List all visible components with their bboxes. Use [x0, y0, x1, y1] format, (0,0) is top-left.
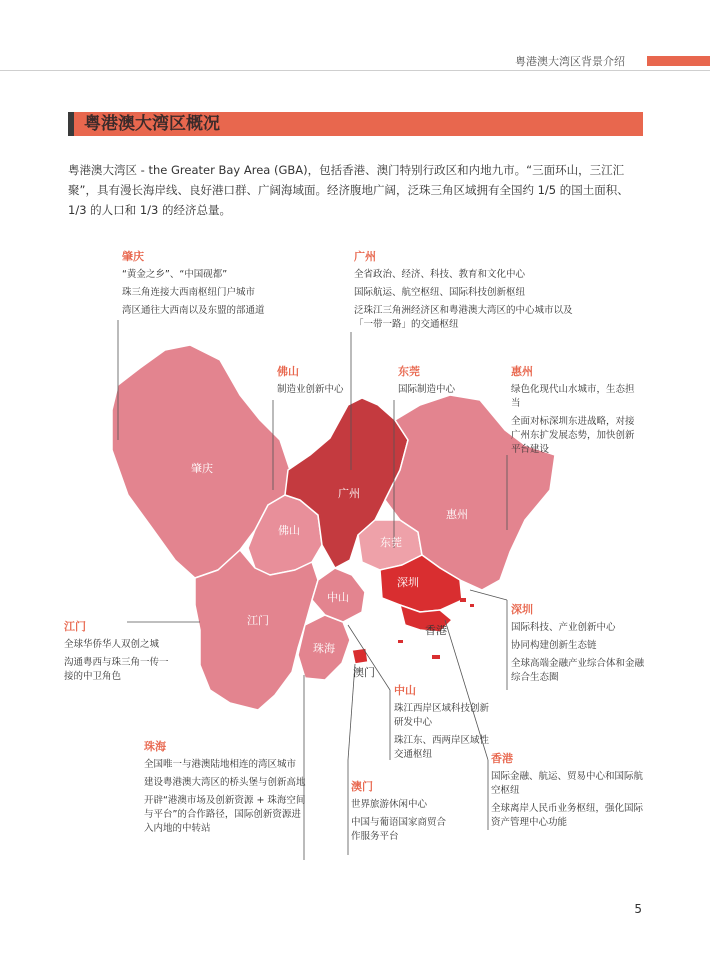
annotation-shenzhen [511, 603, 651, 689]
annotation-zhaoqing [122, 250, 322, 322]
annotation-line: 湾区通往大西南以及东盟的部通道 [122, 305, 265, 316]
map-label-zhongshan: 中山 [327, 591, 349, 604]
annotation-dongguan [398, 365, 498, 401]
annotation-jiangmen [64, 620, 172, 688]
annotation-line: 国际航运、航空枢纽、国际科技创新枢纽 [354, 287, 526, 298]
annotation-line: 珠三角连接大西南枢纽门户城市 [122, 287, 256, 298]
page-number: 5 [634, 902, 642, 916]
map-label-hongkong: 香港 [425, 624, 447, 637]
map-label-shenzhen: 深圳 [397, 576, 419, 589]
map-label-foshan: 佛山 [278, 524, 300, 537]
annotation-line: 国际金融、航运、贸易中心和国际航空枢纽 [491, 771, 644, 796]
annotation-city: 江门 [64, 620, 86, 633]
region-macau [352, 648, 368, 664]
annotation-line: 国际制造中心 [398, 384, 456, 395]
annotation-line: 全球高端金融产业综合体和金融综合生态圈 [511, 658, 645, 683]
annotation-line: 全省政治、经济、科技、教育和文化中心 [354, 269, 526, 280]
annotation-line: 全面对标深圳东进战略，对接广州东扩发展态势，加快创新平台建设 [511, 416, 635, 455]
annotation-city: 惠州 [511, 365, 533, 378]
annotation-city: 中山 [394, 684, 416, 697]
annotation-city: 深圳 [511, 603, 533, 616]
annotation-line: 全国唯一与港澳陆地相连的湾区城市 [144, 759, 297, 770]
annotation-city: 肇庆 [122, 250, 144, 263]
annotation-zhuhai [144, 740, 306, 840]
annotation-line: 珠江东、西两岸区域性交通枢纽 [394, 735, 490, 760]
annotation-line: 泛珠江三角洲经济区和粤港澳大湾区的中心城市以及「一带一路」的交通枢纽 [354, 305, 573, 330]
annotation-line: 绿色化现代山水城市，生态担当 [511, 384, 635, 409]
page-title: 粤港澳大湾区概况 [84, 114, 220, 134]
annotation-line: 中国与葡语国家商贸合作服务平台 [351, 817, 447, 842]
section-title: 粤港澳大湾区背景介绍 [515, 55, 625, 68]
map-label-guangzhou: 广州 [338, 487, 360, 500]
annotation-line: 协同构建创新生态链 [511, 640, 597, 651]
annotation-city: 澳门 [351, 780, 373, 793]
region-jiangmen [195, 550, 318, 710]
annotation-city: 佛山 [277, 365, 299, 378]
annotation-city: 广州 [354, 250, 376, 263]
annotation-city: 香港 [491, 752, 513, 765]
map-label-dongguan: 东莞 [380, 536, 402, 549]
annotation-line: 世界旅游休闲中心 [351, 799, 428, 810]
annotation-line: 珠江西岸区域科技创新研发中心 [394, 703, 490, 728]
map-label-huizhou: 惠州 [446, 508, 468, 521]
annotation-line: 建设粤港澳大湾区的桥头堡与创新高地 [144, 777, 306, 788]
annotation-huizhou [511, 365, 639, 461]
annotation-line: 国际科技、产业创新中心 [511, 622, 616, 633]
annotation-line: “黄金之乡”、“中国砚都” [122, 269, 228, 280]
annotation-hongkong [491, 752, 649, 834]
intro-paragraph: 粤港澳大湾区 - the Greater Bay Area (GBA)，包括香港、澳门特别行政区和内地九市。“三面环山，三江汇聚”，具有漫长海岸线、良好港口群、广阔海域面。经济腹地广阔，泛珠三角区域拥有全国约 1/5 的国土面积、1/3 的人口和 1/3 的经济总量。 [68, 163, 629, 217]
annotation-zhongshan [394, 684, 489, 766]
annotation-city: 珠海 [144, 740, 166, 753]
map-label-zhaoqing: 肇庆 [191, 462, 213, 475]
annotation-line: 制造业创新中心 [277, 384, 344, 395]
annotation-guangzhou [354, 250, 574, 336]
annotation-foshan [277, 365, 377, 401]
annotation-line: 开辟“港澳市场及创新资源 + 珠海空间与平台”的合作路径，国际创新资源进入内地的中转站 [144, 795, 306, 834]
annotation-line: 沟通粤西与珠三角一传一接的中卫角色 [64, 657, 169, 682]
map-label-jiangmen: 江门 [247, 614, 269, 627]
annotation-line: 全球离岸人民币业务枢纽，强化国际资产管理中心功能 [491, 803, 644, 828]
annotation-line: 全球华侨华人双创之城 [64, 639, 160, 650]
annotation-city: 东莞 [398, 365, 420, 378]
map-label-zhuhai: 珠海 [313, 642, 335, 655]
annotation-macau [351, 780, 451, 848]
map-label-macau: 澳门 [353, 666, 375, 679]
